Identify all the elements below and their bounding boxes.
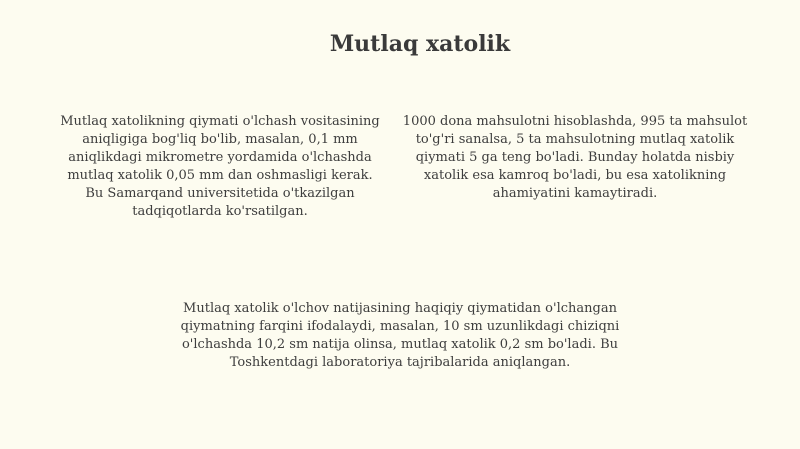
paragraph-right: 1000 dona mahsulotni hisoblashda, 995 ta mahsulot to'g'ri sanalsa, 5 ta mahsulotning mutlaq xatolik qiymati 5 ga teng bo'ladi. Bunday holatda nisbiy xatolik esa kamroq bo'ladi, bu esa xatolikning ahamiyatini kamaytiradi. — [402, 114, 748, 201]
paragraph-left: Mutlaq xatolikning qiymati o'lchash vositasining aniqligiga bog'liq bo'lib, masalan, 0,1 mm aniqlikdagi mikrometre yordamida o'lchashda mutlaq xatolik 0,05 mm dan oshmasligi kerak. Bu Samarqand universitetida o'tkazilgan tadqiqotlarda ko'rsatilgan. — [60, 114, 380, 219]
paragraph-bottom: Mutlaq xatolik o'lchov natijasining haqiqiy qiymatidan o'lchangan qiymatning farqini ifodalaydi, masalan, 10 sm uzunlikdagi chiziqni o'lchashda 10,2 sm natija olinsa, mutlaq xatolik 0,2 sm bo'ladi. Bu Toshkentdagi laboratoriya tajribalarida aniqlangan. — [180, 301, 620, 370]
slide-title: Mutlaq xatolik — [329, 31, 511, 57]
